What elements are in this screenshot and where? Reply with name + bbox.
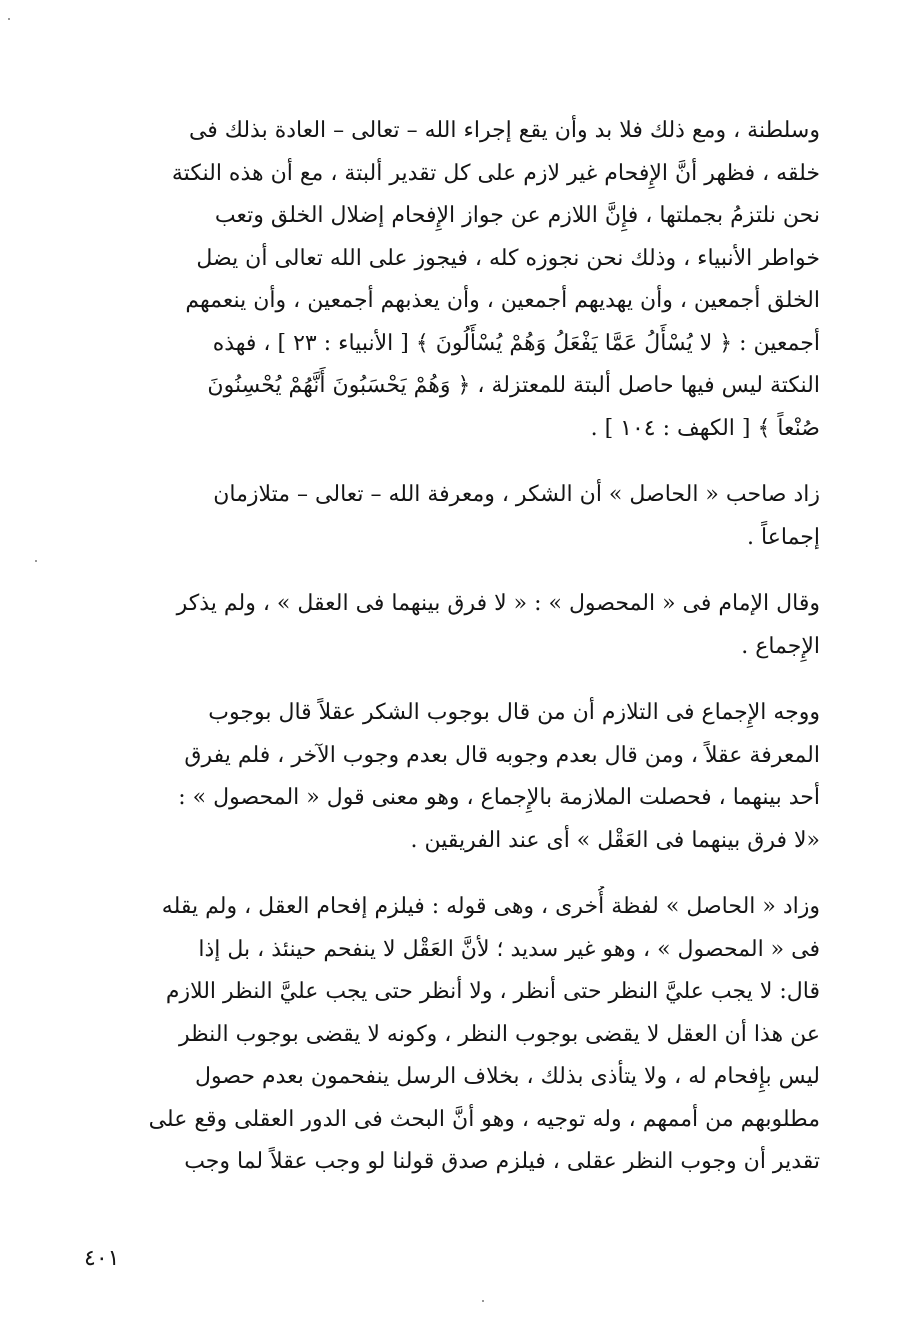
text-line: المعرفة عقلاً ، ومن قال بعدم وجوبه قال بعدم وجوب الآخر ، فلم يفرق	[184, 742, 820, 768]
text-line: عن هذا أن العقل لا يقضى بوجوب النظر ، وكونه لا يقضى بوجوب النظر	[178, 1021, 820, 1047]
page-number: ٤٠١	[84, 1246, 120, 1271]
text-line: وقال الإمام فى « المحصول » : « لا فرق بينهما فى العقل » ، ولم يذكر	[176, 591, 820, 616]
text-line: أحد بينهما ، فحصلت الملازمة بالإِجماع ، وهو معنى قول « المحصول » :	[178, 785, 820, 810]
text-line: تقدير أن وجوب النظر عقلى ، فيلزم صدق قولنا لو وجب عقلاً لما وجب	[184, 1149, 820, 1174]
scan-speck	[8, 18, 10, 20]
text-line: خلقه ، فظهر أنَّ الإِفحام غير لازم على كل تقدير ألبتة ، مع أن هذه النكتة	[171, 160, 820, 186]
paragraph-2	[102, 474, 820, 559]
text-line: صُنْعاً ﴾ [ الكهف : ١٠٤ ] .	[590, 415, 820, 441]
text-line: فى « المحصول » ، وهو غير سديد ؛ لأنَّ العَقْل لا ينفحم حينئذ ، بل إذا	[198, 936, 820, 962]
paragraph-1	[102, 110, 820, 450]
text-line: الخلق أجمعين ، وأن يهديهم أجمعين ، وأن يعذبهم أجمعين ، وأن ينعمهم	[185, 288, 820, 313]
text-line: إجماعاً .	[747, 524, 820, 550]
scan-speck	[482, 1300, 484, 1302]
scan-speck	[35, 560, 37, 562]
text-line: ووجه الإِجماع فى التلازم أن من قال بوجوب الشكر عقلاً قال بوجوب	[208, 700, 820, 725]
text-line: زاد صاحب « الحاصل » أن الشكر ، ومعرفة الله – تعالى – متلازمان	[213, 482, 820, 507]
text-line: الإِجماع .	[741, 633, 820, 659]
text-line: وسلطنة ، ومع ذلك فلا بد وأن يقع إجراء الله – تعالى – العادة بذلك فى	[188, 118, 820, 143]
text-line: «لا فرق بينهما فى العَقْل » أى عند الفريقين .	[410, 827, 820, 853]
text-line: وزاد « الحاصل » لفظة أُخرى ، وهى قوله : فيلزم إفحام العقل ، ولم يقله	[161, 894, 820, 919]
paragraph-5	[102, 886, 820, 1184]
text-line: نحن نلتزمُ بجملتها ، فإِنَّ اللازم عن جواز الإِفحام إضلال الخلق وتعب	[214, 203, 820, 228]
text-line: ليس بإِفحام له ، ولا يتأذى بذلك ، بخلاف الرسل ينفحمون بعدم حصول	[194, 1064, 820, 1089]
text-line: النكتة ليس فيها حاصل ألبتة للمعتزلة ، ﴿ وَهُمْ يَحْسَبُونَ أَنَّهُمْ يُحْسِنُونَ	[207, 373, 820, 398]
text-line: قال: لا يجب عليَّ النظر حتى أنظر ، ولا أنظر حتى يجب عليَّ النظر اللازم	[165, 979, 820, 1004]
text-line: خواطر الأنبياء ، وذلك نحن نجوزه كله ، فيجوز على الله تعالى أن يضل	[196, 245, 820, 271]
text-line: أجمعين : ﴿ لا يُسْأَلُ عَمَّا يَفْعَلُ وَهُمْ يُسْأَلُونَ ﴾ [ الأنبياء : ٢٣ ] ، فهذه	[212, 330, 820, 356]
text-line: مطلوبهم من أممهم ، وله توجيه ، وهو أنَّ البحث فى الدور العقلى وقع على	[148, 1106, 820, 1132]
paragraph-3	[102, 583, 820, 668]
paragraph-4	[102, 692, 820, 862]
page-body	[102, 110, 820, 1208]
